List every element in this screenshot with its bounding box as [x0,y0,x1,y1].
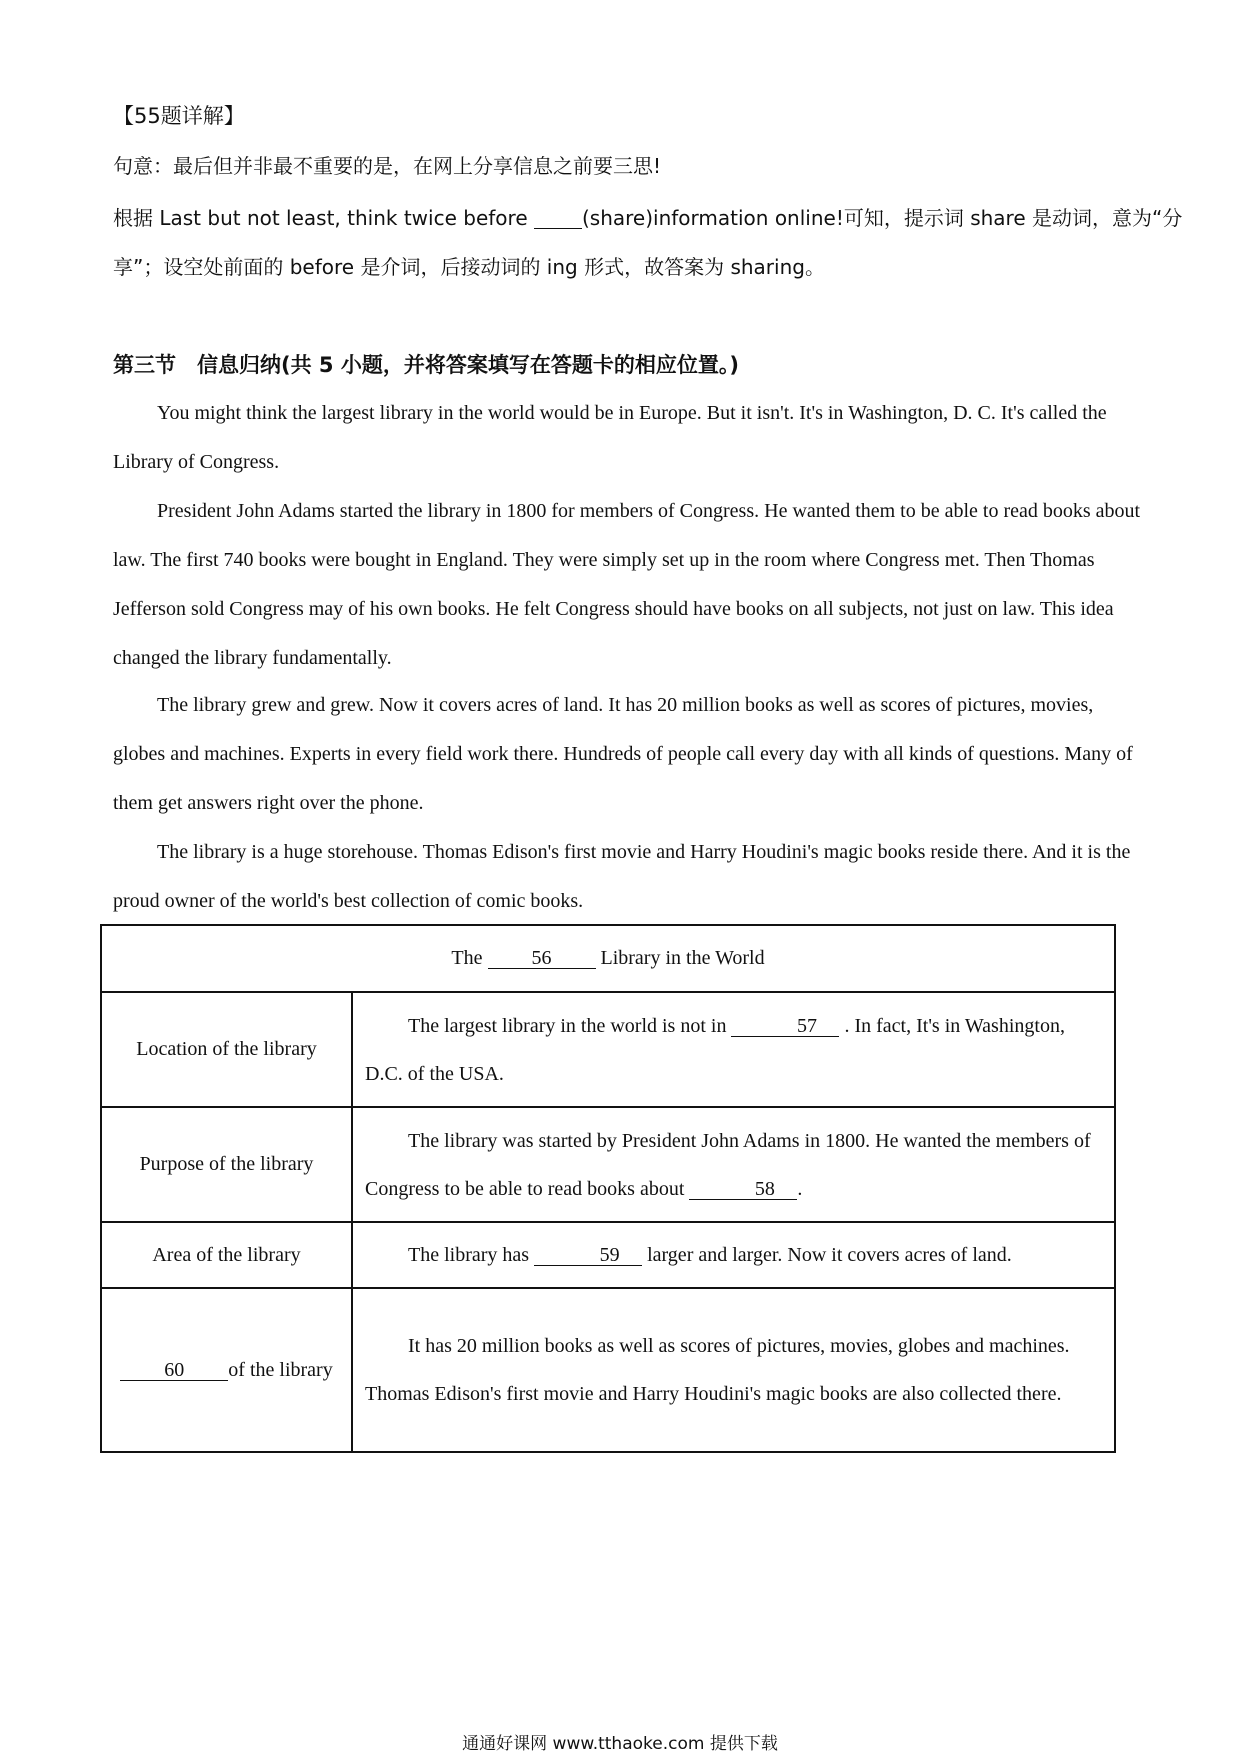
passage-paragraph-3: The library grew and grew. Now it covers acres of land. It has 20 million books as well as scores of pictures, movies, globes and machines. Experts in every field work there. Hundreds of people call every day with all kinds of questions. Many of them get answers right over the phone. [113,694,1133,814]
row-content-area [352,1222,1115,1288]
table-row [101,1222,1115,1288]
answer-blank-58: 58 [689,1179,797,1200]
label-suffix: of the library [228,1358,333,1381]
passage-paragraph-2: President John Adams started the library in 1800 for members of Congress. He wanted them to be able to read books about law. The first 740 books were bought in England. They were simply set up in the room where Congress met. Then Thomas Jefferson sold Congress may of his own books. He felt Congress should have books on all subjects, not just on law. This idea changed the library fundamentally. [113,500,1141,669]
text-prefix: The library has [408,1244,530,1266]
text-suffix: . In fact, It's in Washington, D.C. of the USA. [365,1014,1065,1085]
explanation-line-2-prefix: 根据 Last but not least, think twice before [113,206,534,230]
table-title-row [101,925,1115,992]
text-prefix: The library was started by President John Adams in 1800. He wanted the members of Congress to be able to read books about [365,1129,1091,1200]
table-row [101,992,1115,1107]
row-text-purpose [365,1117,1104,1213]
row-label-area: Area of the library [101,1222,352,1288]
passage-paragraph-4: The library is a huge storehouse. Thomas Edison's first movie and Harry Houdini's magic books reside there. And it is the proud owner of the world's best collection of comic books. [113,841,1131,912]
row-content-collection [352,1288,1115,1452]
title-prefix: The [451,947,483,969]
page-footer: 通通好课网 www.tthaoke.com 提供下载 [462,1734,778,1754]
row-text-location [365,1002,1104,1098]
row-text-area [365,1231,1104,1279]
text-suffix: larger and larger. Now it covers acres of land. [647,1244,1012,1266]
answer-blank-60: 60 [120,1360,228,1381]
passage-paragraph-1: You might think the largest library in the world would be in Europe. But it isn't. It's in Washington, D. C. It's called the Library of Congress. [113,402,1107,473]
row-text-collection: It has 20 million books as well as scores of pictures, movies, globes and machines. Thomas Edison's first movie and Harry Houdini's magic books are also collected there. [365,1335,1070,1405]
answer-blank-55 [534,208,582,229]
row-label-purpose: Purpose of the library [101,1107,352,1222]
table-row [101,1288,1115,1452]
answer-blank-59: 59 [534,1245,642,1266]
summary-table [100,924,1116,1453]
explanation-line-1: 句意：最后但并非最不重要的是，在网上分享信息之前要三思! [113,154,662,178]
explanation-line-2 [113,206,1182,230]
title-suffix: Library in the World [600,947,765,969]
row-content-purpose [352,1107,1115,1222]
table-title-cell [101,925,1115,992]
explanation-line-3: 享”；设空处前面的 before 是介词，后接动词的 ing 形式，故答案为 sharing。 [113,255,825,279]
explanation-header: 【55题详解】 [113,104,245,128]
explanation-line-2-suffix: (share)information online!可知，提示词 share 是动词，意为“分 [581,206,1183,230]
text-prefix: The largest library in the world is not in [408,1014,727,1037]
text-suffix: . [797,1177,803,1200]
section-heading: 第三节 信息归纳(共 5 小题，并将答案填写在答题卡的相应位置。) [113,353,739,377]
answer-blank-57: 57 [731,1016,839,1037]
row-label-collection [101,1288,352,1452]
row-content-location [352,992,1115,1107]
table-row [101,1107,1115,1222]
row-label-location: Location of the library [101,992,352,1107]
answer-blank-56: 56 [488,948,596,969]
